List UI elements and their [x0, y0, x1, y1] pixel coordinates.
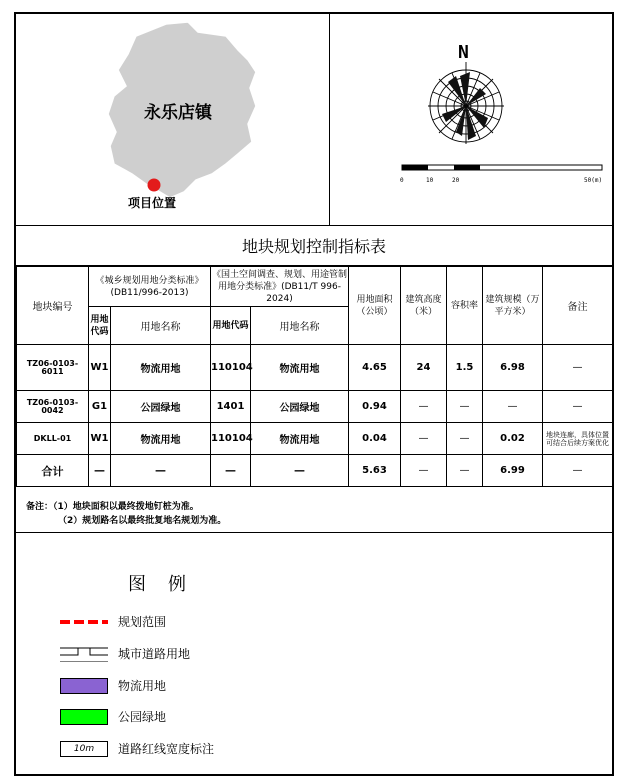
- total-height: —: [401, 455, 447, 487]
- cell-name-2013: 物流用地: [111, 345, 211, 391]
- total-scale: 6.99: [483, 455, 543, 487]
- drawing-frame: [14, 12, 614, 776]
- table-title: 地块规划控制指标表: [16, 228, 612, 266]
- total-code-2013: —: [89, 455, 111, 487]
- table-total-row: [17, 455, 613, 487]
- dashed-boundary-icon: [60, 614, 108, 630]
- project-location-marker: [148, 179, 161, 192]
- table-row: [17, 345, 613, 391]
- road-outline-icon: [60, 646, 108, 662]
- cell-height: 24: [401, 345, 447, 391]
- cell-remark: 地块连廊，具体位置可结合后续方案优化: [543, 423, 613, 455]
- legend-item-park: [60, 709, 360, 727]
- cell-name-2024: 物流用地: [251, 345, 349, 391]
- cell-code-2013: G1: [89, 391, 111, 423]
- divider: [16, 532, 612, 533]
- header-standard-2013: 《城乡规划用地分类标准》(DB11/996-2013): [89, 267, 211, 307]
- cell-code-2013: W1: [89, 423, 111, 455]
- legend-title: 图例: [128, 574, 208, 595]
- cell-area: 4.65: [349, 345, 401, 391]
- cell-plot-id: DKLL-01: [17, 423, 89, 455]
- notes-prefix: 备注：: [26, 502, 54, 512]
- legend-label: 城市道路用地: [118, 647, 191, 661]
- control-index-table: [16, 266, 613, 487]
- scale-tick-10: 10: [426, 177, 434, 184]
- total-name-2013: —: [111, 455, 211, 487]
- location-map: [16, 14, 330, 226]
- cell-name-2013: 公园绿地: [111, 391, 211, 423]
- total-far: —: [447, 455, 483, 487]
- cell-scale: 0.02: [483, 423, 543, 455]
- top-panel: [16, 14, 612, 226]
- header-code-2013: 用地代码: [89, 307, 111, 345]
- total-area: 5.63: [349, 455, 401, 487]
- width-marker-icon: 10m: [60, 741, 108, 757]
- header-far: 容积率: [447, 267, 483, 345]
- cell-name-2013: 物流用地: [111, 423, 211, 455]
- legend-label: 公园绿地: [118, 710, 167, 724]
- cell-code-2024: 110104: [211, 345, 251, 391]
- scale-tick-50: 50(m): [584, 177, 603, 184]
- scale-bar: [402, 165, 602, 170]
- cell-code-2024: 110104: [211, 423, 251, 455]
- cell-height: —: [401, 423, 447, 455]
- legend-item-logistics: [60, 678, 360, 696]
- logistics-swatch: [60, 678, 108, 694]
- total-code-2024: —: [211, 455, 251, 487]
- legend-label: 道路红线宽度标注: [118, 742, 215, 756]
- table-row: [17, 391, 613, 423]
- notes: [26, 500, 226, 528]
- total-remark: —: [543, 455, 613, 487]
- note-1: （1）地块面积以最终拨地钉桩为准。: [53, 502, 199, 512]
- cell-plot-id: TZ06-0103-0042: [17, 391, 89, 423]
- cell-remark: —: [543, 391, 613, 423]
- legend-item-boundary: [60, 614, 360, 632]
- cell-far: —: [447, 391, 483, 423]
- cell-code-2013: W1: [89, 345, 111, 391]
- header-height: 建筑高度（米）: [401, 267, 447, 345]
- legend-item-width: [60, 741, 360, 759]
- note-2: （2）规划路名以最终批复地名规划为准。: [58, 516, 227, 526]
- town-label: 永乐店镇: [144, 103, 212, 123]
- legend-label: 物流用地: [118, 679, 167, 693]
- cell-scale: —: [483, 391, 543, 423]
- cell-scale: 6.98: [483, 345, 543, 391]
- header-scale: 建筑规模（万平方米）: [483, 267, 543, 345]
- compass-panel: [330, 14, 612, 226]
- header-code-2024: 用地代码: [211, 307, 251, 345]
- cell-far: 1.5: [447, 345, 483, 391]
- header-name-2024: 用地名称: [251, 307, 349, 345]
- table-row: [17, 423, 613, 455]
- header-area: 用地面积（公顷）: [349, 267, 401, 345]
- cell-remark: —: [543, 345, 613, 391]
- legend-item-road: [60, 646, 360, 664]
- wind-rose-icon: [330, 14, 612, 226]
- scale-tick-20: 20: [452, 177, 460, 184]
- cell-area: 0.04: [349, 423, 401, 455]
- site-label: 项目位置: [128, 196, 177, 210]
- cell-height: —: [401, 391, 447, 423]
- header-standard-2024: 《国土空间调查、规划、用途管制用地分类标准》(DB11/T 996-2024): [211, 267, 349, 307]
- total-label: 合计: [17, 455, 89, 487]
- legend-label: 规划范围: [118, 615, 167, 629]
- scale-tick-0: 0: [400, 177, 404, 184]
- park-swatch: [60, 709, 108, 725]
- cell-plot-id: TZ06-0103-6011: [17, 345, 89, 391]
- cell-code-2024: 1401: [211, 391, 251, 423]
- header-plot-id: 地块编号: [17, 267, 89, 345]
- header-name-2013: 用地名称: [111, 307, 211, 345]
- cell-area: 0.94: [349, 391, 401, 423]
- total-name-2024: —: [251, 455, 349, 487]
- cell-far: —: [447, 423, 483, 455]
- cell-name-2024: 物流用地: [251, 423, 349, 455]
- north-label: N: [458, 42, 469, 63]
- cell-name-2024: 公园绿地: [251, 391, 349, 423]
- header-remark: 备注: [543, 267, 613, 345]
